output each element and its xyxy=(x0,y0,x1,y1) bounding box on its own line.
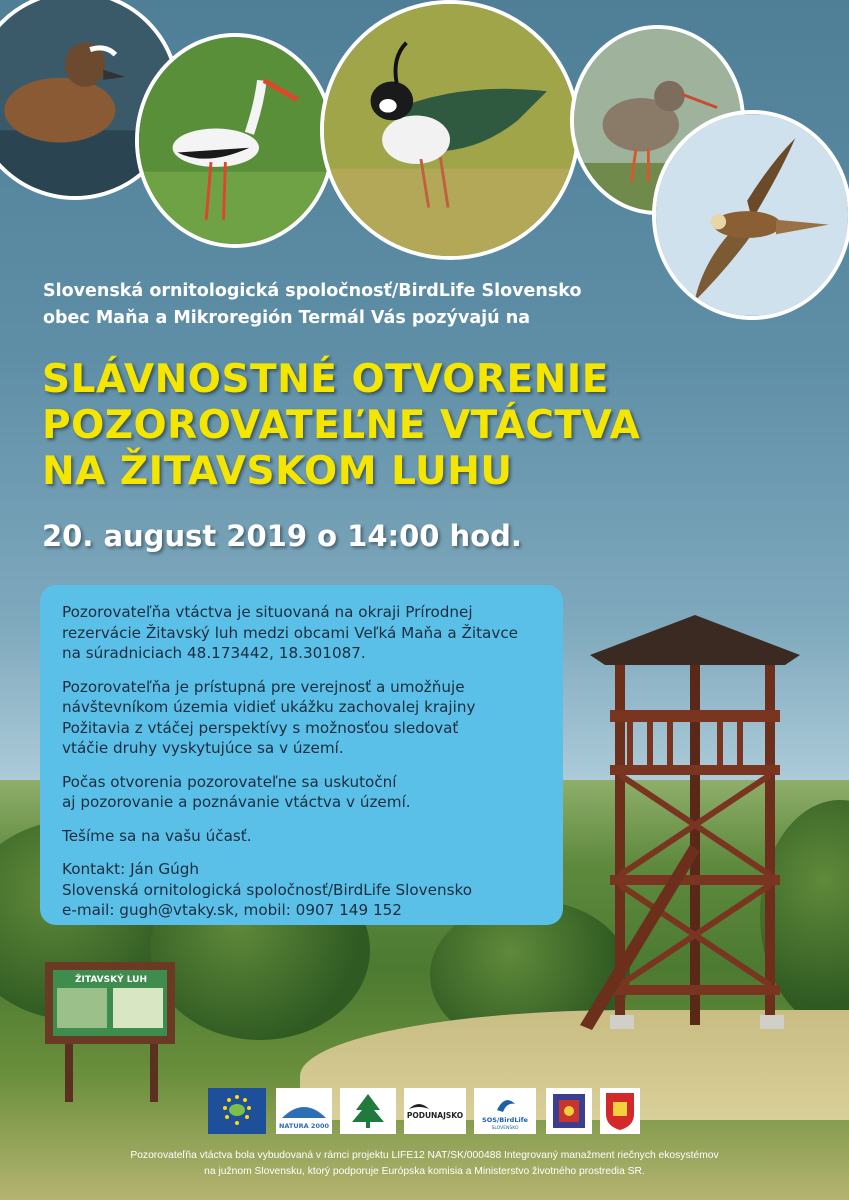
footer-line: Pozorovateľňa vtáctva bola vybudovaná v rámci projektu LIFE12 NAT/SK/000488 Integrovaný manažment riečnych ekosystémov xyxy=(130,1150,719,1161)
tree-icon xyxy=(346,1090,390,1132)
podunajsko-text: PODUNAJSKO xyxy=(406,1111,464,1120)
contact-paragraph xyxy=(62,859,541,921)
info-box xyxy=(40,585,563,925)
project-footer xyxy=(0,1148,849,1180)
natura-logo-text: NATURA 2000 xyxy=(278,1122,330,1130)
location-paragraph xyxy=(62,602,541,664)
info-sign-board xyxy=(45,962,175,1102)
text-line: na súradniciach 48.173442, 18.301087. xyxy=(62,644,366,662)
text-line: rezervácie Žitavský luh medzi obcami Veľká Maňa a Žitavce xyxy=(62,623,519,642)
eu-stars-icon xyxy=(214,1091,260,1131)
mana-coat-of-arms xyxy=(600,1088,640,1134)
podunajsko-icon xyxy=(405,1091,465,1131)
sos-birdlife-logo xyxy=(474,1088,536,1134)
coat-of-arms-icon xyxy=(603,1090,637,1132)
text-line: Pozorovateľňa vtáctva je situovaná na okraji Prírodnej xyxy=(62,603,473,621)
crest-icon xyxy=(549,1090,589,1132)
podunajsko-logo xyxy=(404,1088,466,1134)
termal-vas-logo xyxy=(546,1088,592,1134)
text-line: e-mail: gugh@vtaky.sk, mobil: 0907 149 152 xyxy=(62,901,402,919)
observation-tower-icon xyxy=(570,615,820,1035)
eu-life-logo xyxy=(208,1088,266,1134)
lapwing-icon xyxy=(324,4,576,256)
text-line: Kontakt: Ján Gúgh xyxy=(62,860,199,878)
text-line: návštevníkom územia vidieť ukážku zachovalej krajiny xyxy=(62,698,476,716)
footer-line: na južnom Slovensku, ktorý podporuje Európska komisia a Ministerstvo životného prostredia SR. xyxy=(204,1166,645,1177)
natura-bird-icon xyxy=(278,1090,330,1132)
sos-logo-subtext: SLOVENSKO xyxy=(491,1126,519,1131)
text-line: Počas otvorenia pozorovateľne sa uskutoční xyxy=(62,772,397,791)
organizer-text xyxy=(43,278,581,332)
sos-bird-icon xyxy=(475,1090,535,1132)
bird-photo-harrier xyxy=(652,110,849,320)
program-paragraph xyxy=(62,772,541,813)
title-line: NA ŽITAVSKOM LUHU xyxy=(42,449,513,494)
natura-2000-logo xyxy=(276,1088,332,1134)
welcome-paragraph: Tešíme sa na vašu účasť. xyxy=(62,826,252,845)
text-line: Slovenská ornitologická spoločnosť/BirdLife Slovensko xyxy=(62,880,473,899)
title-line: SLÁVNOSTNÉ OTVORENIE xyxy=(42,357,609,402)
event-title xyxy=(42,357,640,495)
sign-title: ŽITAVSKÝ LUH xyxy=(75,975,147,985)
event-date: 20. august 2019 o 14:00 hod. xyxy=(42,519,522,553)
bird-photo-stork xyxy=(135,33,335,248)
state-nature-conservancy-logo xyxy=(340,1088,396,1134)
text-line: aj pozorovanie a poznávanie vtáctva v území. xyxy=(62,793,411,811)
harrier-icon xyxy=(656,114,848,316)
sos-logo-text: SOS/BirdLife xyxy=(482,1116,528,1124)
stork-icon xyxy=(139,37,331,244)
title-line: POZOROVATEĽNE VTÁCTVA xyxy=(42,403,641,448)
access-paragraph xyxy=(62,677,541,759)
text-line: Požitavia z vtáčej perspektívy s možnosťou sledovať xyxy=(62,718,459,737)
bird-photo-lapwing xyxy=(320,0,580,260)
organizer-line: Slovenská ornitologická spoločnosť/BirdLife Slovensko xyxy=(43,281,582,301)
partner-logos xyxy=(208,1088,648,1138)
organizer-line: obec Maňa a Mikroregión Termál Vás pozývajú na xyxy=(43,308,531,328)
text-line: Pozorovateľňa je prístupná pre verejnosť a umožňuje xyxy=(62,677,465,696)
text-line: vtáčie druhy vyskytujúce sa v území. xyxy=(62,739,344,757)
